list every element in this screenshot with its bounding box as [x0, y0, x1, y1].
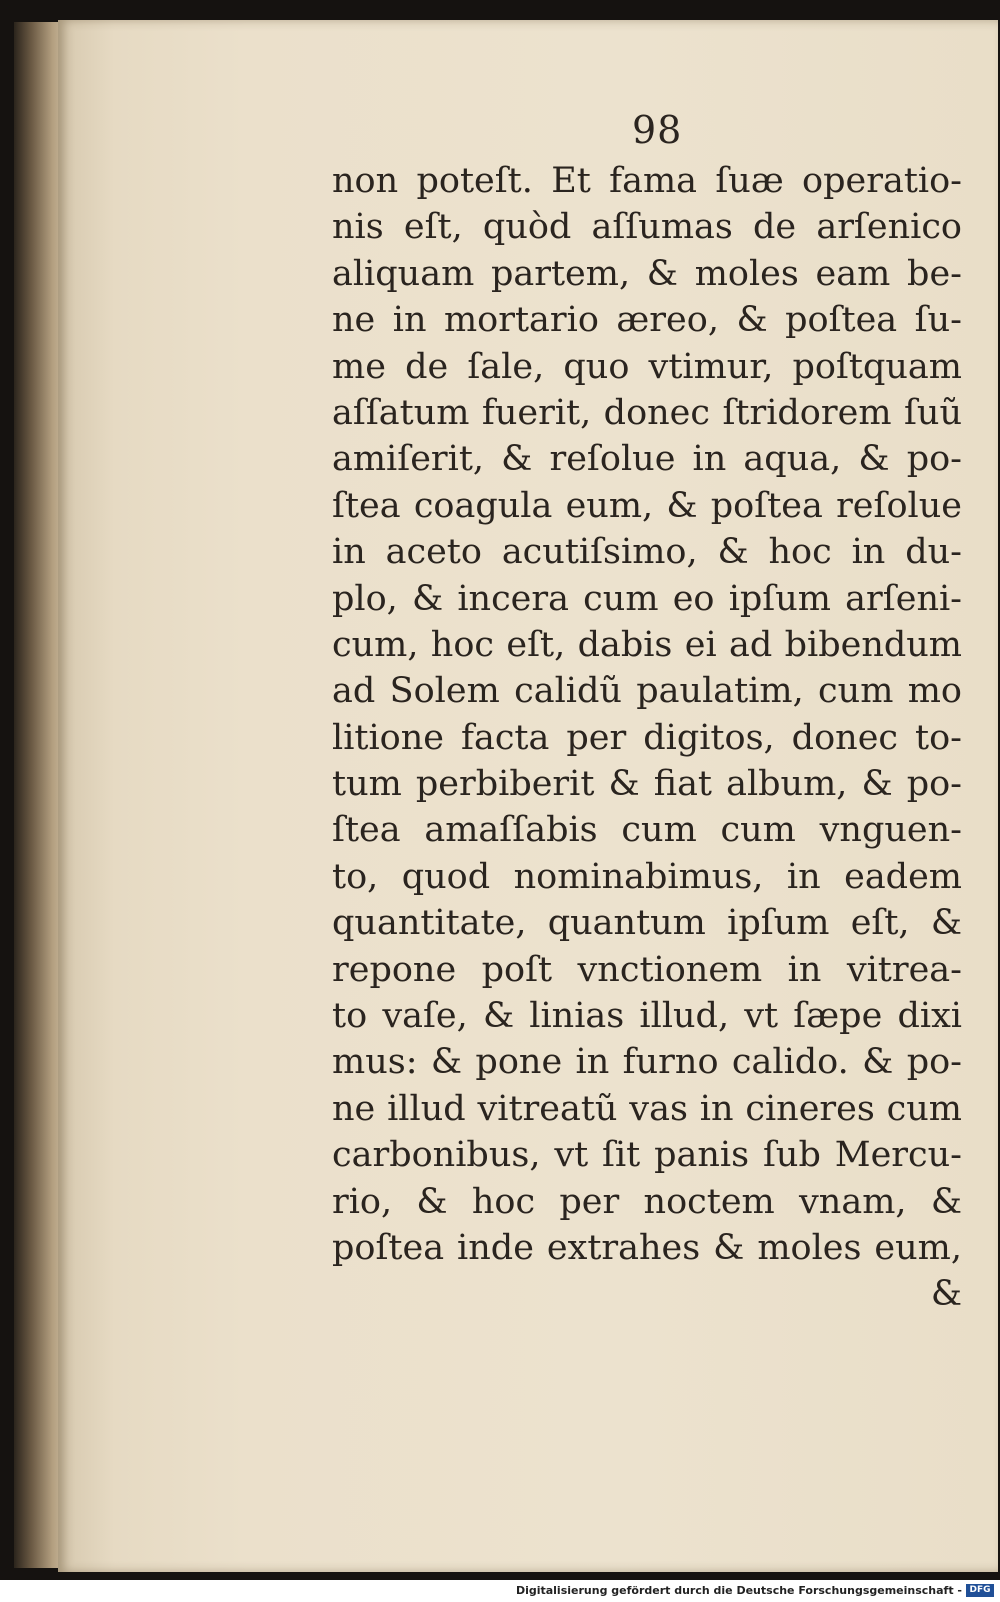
text-line: nis eſt, quòd aſſumas de arſenico [332, 207, 962, 248]
text-line: litione facta per digitos, donec to- [332, 717, 962, 758]
catchword: & [930, 1274, 962, 1315]
text-line: ad Solem calidũ paulatim, cum mo [332, 671, 962, 712]
text-line: plo, & incera cum eo ipſum arſeni- [332, 578, 962, 619]
text-line: tum perbiberit & fiat album, & po- [332, 764, 962, 805]
text-line: carbonibus, vt ſit panis ſub Mercu- [332, 1135, 962, 1176]
text-line: aliquam partem, & moles eam be- [332, 253, 962, 294]
text-line: poſtea inde extrahes & moles eum, [332, 1227, 962, 1268]
digitization-footer [0, 1580, 1000, 1602]
text-line: repone poſt vnctionem in vitrea- [332, 949, 962, 990]
dfg-logo-icon: DFG [966, 1584, 994, 1597]
text-line: quantitate, quantum ipſum eſt, & [332, 903, 962, 944]
text-line: amiſerit, & reſolue in aqua, & po- [332, 439, 962, 480]
text-line: rio, & hoc per noctem vnam, & [332, 1181, 962, 1222]
text-line: mus: & pone in furno calido. & po- [332, 1042, 962, 1083]
text-block [332, 158, 962, 1318]
text-line: ne in mortario æreo, & poſtea ſu- [332, 300, 962, 341]
text-line: cum, hoc eſt, dabis ei ad bibendum [332, 624, 962, 665]
text-line: non poteſt. Et fama ſuæ operatio- [332, 161, 962, 201]
funding-credit: Digitalisierung gefördert durch die Deutsche Forschungsgemeinschaft - [515, 1584, 962, 1597]
text-line: me de ſale, quo vtimur, poſtquam [332, 346, 962, 387]
text-line: ſtea amaſſabis cum cum vnguen- [332, 810, 962, 851]
text-line: aſſatum fuerit, donec ſtridorem ſuũ [332, 392, 962, 433]
text-line: to vaſe, & linias illud, vt ſæpe dixi [332, 996, 962, 1037]
text-line: in aceto acutiſsimo, & hoc in du- [332, 532, 962, 573]
text-line: ſtea coagula eum, & poſtea reſolue [332, 485, 962, 526]
page-number: 98 [632, 108, 683, 152]
text-line: ne illud vitreatũ vas in cineres cum [332, 1088, 962, 1129]
text-line: to, quod nominabimus, in eadem [332, 856, 962, 897]
